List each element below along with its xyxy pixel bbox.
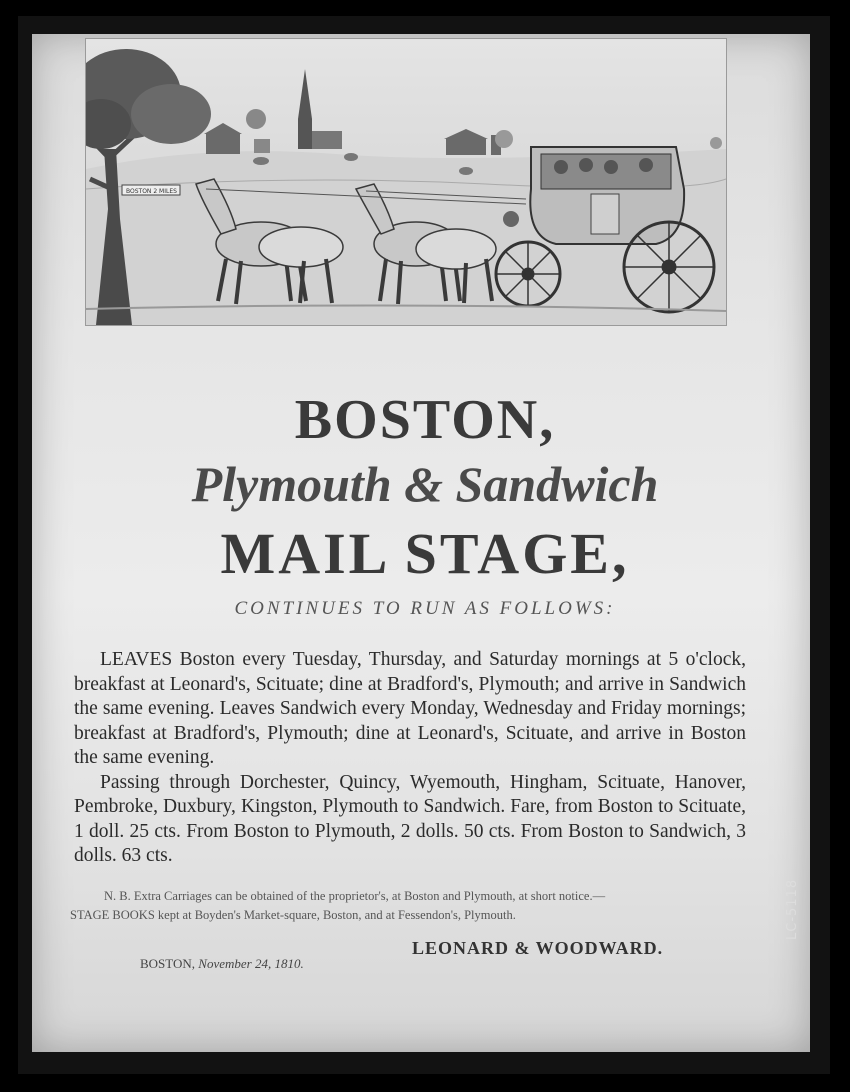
poster-tagline: CONTINUES TO RUN AS FOLLOWS:	[234, 598, 616, 619]
signpost	[122, 185, 180, 195]
schedule-paragraph: LEAVES Boston every Tuesday, Thursday, and Saturday mornings at 5 o'clock, breakfast at Leonard's, Scituate; dine at Bradford's, Plymouth; and arrive in Sandwich the same evening. Leaves Sandwich every Monday, Wednesday and Friday mornings; breakfast at Bradford's, Plymouth; dine at Leonard's, Scituate, and arrive in Boston the same evening.	[74, 649, 746, 768]
stage-books-note: STAGE BOOKS kept at Boyden's Market-square, Boston, and at Fessendon's, Plymouth.	[70, 908, 516, 922]
schedule-text	[74, 648, 746, 869]
dateline-date: November 24, 1810.	[198, 956, 304, 971]
proprietor-signature: LEONARD & WOODWARD.	[412, 938, 664, 958]
poster-title: BOSTON,	[294, 389, 556, 451]
engraving-svg	[86, 39, 726, 325]
church-steeple	[298, 69, 342, 149]
dateline	[140, 956, 304, 972]
poster-headline: MAIL STAGE,	[220, 521, 630, 586]
notice-block	[70, 887, 770, 925]
signpost-text: BOSTON 2 MILES	[126, 188, 177, 195]
village-houses	[204, 123, 501, 155]
stagecoach-illustration	[85, 38, 727, 326]
archive-mark: LC-5118	[785, 878, 800, 940]
fare-paragraph: Passing through Dorchester, Quincy, Wyemouth, Hingham, Scituate, Hanover, Pembroke, Duxbury, Kingston, Plymouth to Sandwich. Fare, from Boston to Scituate, 1 doll. 25 cts. From Boston to Plymouth, 2 dolls. 50 cts. From Boston to Sandwich, 3 dolls. 63 cts.	[74, 771, 746, 866]
dateline-place: BOSTON,	[140, 956, 196, 971]
extra-carriages-note: N. B. Extra Carriages can be obtained of the proprietor's, at Boston and Plymouth, at short notice.—	[104, 889, 606, 903]
poster-subtitle: Plymouth & Sandwich	[191, 456, 659, 512]
